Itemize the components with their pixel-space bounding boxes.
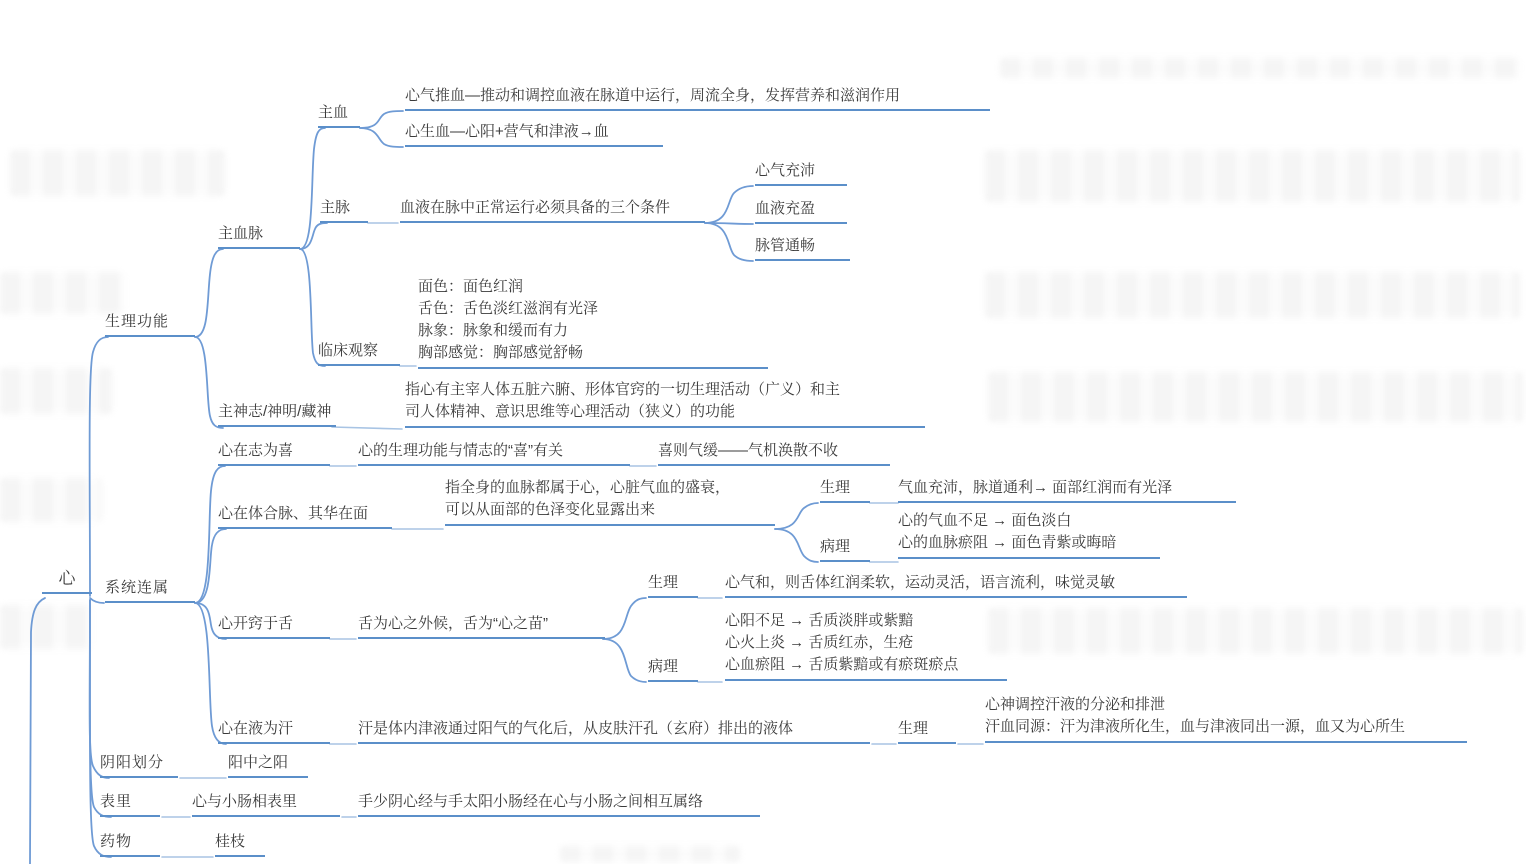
node-body-pathology-label[interactable]: 病理 bbox=[820, 537, 870, 562]
node-blood-item-propel[interactable]: 心气推血—推动和调控血液在脉道中运行，周流全身，发挥营养和滋润作用 bbox=[405, 86, 990, 111]
node-guizhi[interactable]: 桂枝 bbox=[215, 832, 265, 857]
node-exterior-interior[interactable]: 表里 bbox=[100, 792, 160, 817]
body-desc-line-2: 可以从面部的色泽变化显露出来 bbox=[445, 501, 656, 518]
spirit-desc-line-1: 指心有主宰人体五脏六腑、形体官窍的一切生理活动（广义）和主 bbox=[405, 381, 841, 398]
node-governs-blood[interactable]: 主血 bbox=[318, 103, 360, 128]
node-body-vessels-face-desc[interactable] bbox=[445, 477, 775, 526]
clinical-line-complexion: 面色：面色红润 bbox=[418, 278, 524, 295]
node-vessel-conditions-desc[interactable]: 血液在脉中正常运行必须具备的三个条件 bbox=[400, 198, 705, 223]
clinical-line-chest: 胸部感觉：胸部感觉舒畅 bbox=[418, 344, 584, 361]
node-condition-blood-full[interactable]: 血液充盈 bbox=[755, 199, 847, 224]
node-clinical-observation-list[interactable] bbox=[418, 276, 768, 369]
node-governs-vessels[interactable]: 主脉 bbox=[320, 198, 368, 223]
tongue-patho-line-2: 心火上炎 → 舌质红赤，生疮 bbox=[725, 634, 914, 651]
node-sweat-physiology-desc[interactable] bbox=[985, 694, 1467, 743]
node-tongue-physiology-label[interactable]: 生理 bbox=[648, 573, 698, 598]
node-condition-heart-qi[interactable]: 心气充沛 bbox=[755, 161, 847, 186]
node-emotion-joy-note[interactable]: 喜则气缓——气机涣散不收 bbox=[658, 441, 890, 466]
node-body-physiology-label[interactable]: 生理 bbox=[820, 478, 870, 503]
sweat-physio-line-2: 汗血同源：汗为津液所化生，血与津液同出一源，血又为心所生 bbox=[985, 718, 1406, 735]
node-emotion-joy[interactable]: 心在志为喜 bbox=[218, 441, 330, 466]
node-blood-item-generate[interactable]: 心生血—心阳+营气和津液→血 bbox=[405, 122, 663, 147]
node-sweat-physiology-label[interactable]: 生理 bbox=[898, 719, 956, 744]
node-tongue-pathology-label[interactable]: 病理 bbox=[648, 657, 698, 682]
node-body-vessels-face[interactable]: 心在体合脉、其华在面 bbox=[218, 504, 392, 529]
node-opens-to-tongue[interactable]: 心开窍于舌 bbox=[218, 614, 330, 639]
node-system-connections[interactable]: 系统连属 bbox=[105, 578, 195, 603]
node-tongue-physiology-desc[interactable]: 心气和，则舌体红润柔软，运动灵活，语言流利，味觉灵敏 bbox=[725, 573, 1187, 598]
node-body-pathology-desc[interactable] bbox=[898, 510, 1160, 559]
node-heart-small-intestine-desc[interactable]: 手少阴心经与手太阳小肠经在心与小肠之间相互属络 bbox=[358, 792, 760, 817]
node-heart-small-intestine[interactable]: 心与小肠相表里 bbox=[192, 792, 340, 817]
tongue-patho-line-3: 心血瘀阻 → 舌质紫黯或有瘀斑瘀点 bbox=[725, 656, 959, 673]
node-root-heart[interactable]: 心 bbox=[42, 569, 92, 594]
spirit-desc-line-2: 司人体精神、意识思维等心理活动（狭义）的功能 bbox=[405, 403, 736, 420]
node-governs-blood-vessels[interactable]: 主血脉 bbox=[218, 224, 300, 249]
sweat-physio-line-1: 心神调控汗液的分泌和排泄 bbox=[985, 696, 1166, 713]
node-yang-within-yang[interactable]: 阳中之阳 bbox=[228, 753, 308, 778]
node-yinyang-division[interactable]: 阴阳划分 bbox=[100, 753, 178, 778]
clinical-line-tongue-color: 舌色：舌色淡红滋润有光泽 bbox=[418, 300, 599, 317]
tongue-patho-line-1: 心阳不足 → 舌质淡胖或紫黯 bbox=[725, 612, 914, 629]
node-fluid-sweat-desc[interactable]: 汗是体内津液通过阳气的气化后，从皮肤汗孔（玄府）排出的液体 bbox=[358, 719, 870, 744]
node-physiological-functions[interactable]: 生理功能 bbox=[105, 312, 195, 337]
node-governs-spirit-desc[interactable] bbox=[405, 379, 925, 428]
body-desc-line-1: 指全身的血脉都属于心，心脏气血的盛衰， bbox=[445, 479, 731, 496]
node-governs-spirit[interactable]: 主神志/神明/藏神 bbox=[218, 402, 336, 427]
body-patho-line-1: 心的气血不足 → 面色淡白 bbox=[898, 512, 1072, 529]
node-clinical-observation[interactable]: 临床观察 bbox=[318, 341, 400, 366]
node-emotion-joy-desc[interactable]: 心的生理功能与情志的“喜”有关 bbox=[358, 441, 630, 466]
node-fluid-sweat[interactable]: 心在液为汗 bbox=[218, 719, 330, 744]
body-patho-line-2: 心的血脉瘀阻 → 面色青紫或晦暗 bbox=[898, 534, 1117, 551]
node-body-physiology-desc[interactable]: 气血充沛，脉道通利→ 面部红润而有光泽 bbox=[898, 478, 1236, 503]
clinical-line-pulse: 脉象：脉象和缓而有力 bbox=[418, 322, 569, 339]
node-opens-to-tongue-desc[interactable]: 舌为心之外候，舌为“心之苗” bbox=[358, 614, 605, 639]
node-tongue-pathology-desc[interactable] bbox=[725, 610, 1007, 681]
node-herb[interactable]: 药物 bbox=[100, 832, 160, 857]
node-condition-vessel-smooth[interactable]: 脉管通畅 bbox=[755, 236, 850, 261]
